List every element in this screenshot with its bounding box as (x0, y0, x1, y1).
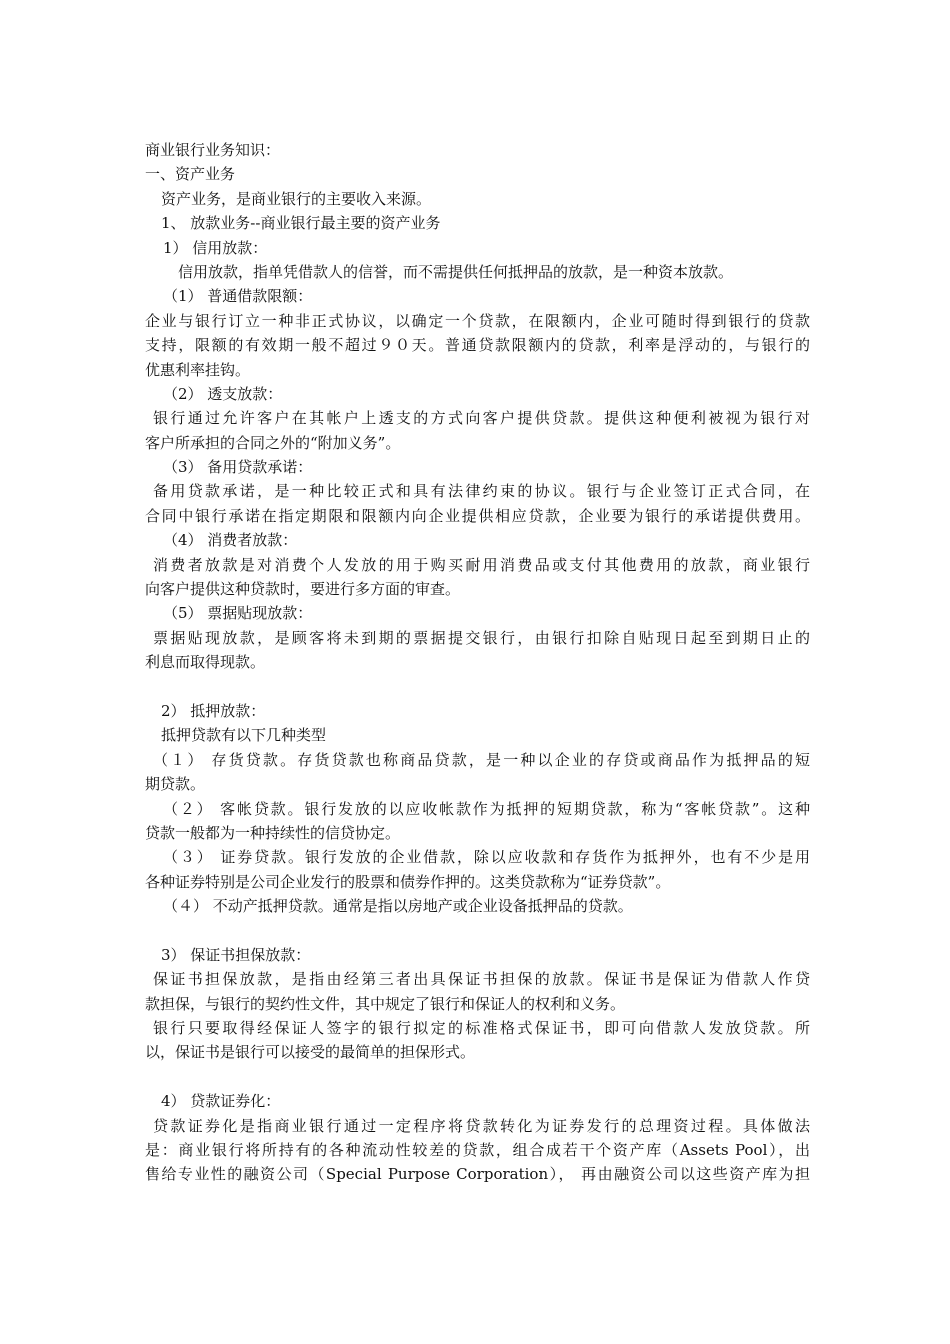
document-page (145, 138, 810, 1187)
paragraph-line: 款担保，与银行的契约性文件，其中规定了银行和保证人的权利和义务。 (145, 994, 626, 1013)
paragraph-line: 资产业务，是商业银行的主要收入来源。 (161, 189, 432, 208)
paragraph-line: 银行通过允许客户在其帐户上透支的方式向客户提供贷款。提供这种便利被视为银行对 (153, 409, 810, 428)
subsection-heading: 1、 放款业务--商业银行最主要的资产业务 (161, 214, 441, 233)
paragraph-line: 期贷款。 (145, 775, 206, 794)
paragraph-line: 贷款一般都为一种持续性的信贷协定。 (145, 823, 401, 842)
paragraph-line: 各种证券特别是公司企业发行的股票和债券作押的。这类贷款称为“证券贷款”。 (145, 872, 671, 891)
item-heading: （3） 备用贷款承诺： (163, 458, 313, 477)
paragraph-line: 贷款证券化是指商业银行通过一定程序将贷款转化为证券发行的总理资过程。具体做法 (153, 1116, 810, 1135)
paragraph-line: 以，保证书是银行可以接受的最简单的担保形式。 (145, 1043, 476, 1062)
paragraph-line: （２） 客帐贷款。银行发放的以应收帐款作为抵押的短期贷款，称为“客帐贷款”。这种 (163, 799, 810, 818)
blank-line (145, 1065, 810, 1089)
paragraph-line: 银行只要取得经保证人签字的银行拟定的标准格式保证书，即可向借款人发放贷款。所 (153, 1019, 810, 1038)
item-heading: 1） 信用放款： (163, 238, 268, 257)
paragraph-line: 备用贷款承诺，是一种比较正式和具有法律约束的协议。银行与企业签订正式合同，在 (153, 482, 810, 501)
item-heading: 3） 保证书担保放款： (161, 945, 311, 964)
item-heading: 4） 贷款证券化： (161, 1092, 281, 1111)
item-heading: （4） 消费者放款： (163, 531, 298, 550)
item-heading: 2） 抵押放款： (161, 701, 266, 720)
paragraph-line: 票据贴现放款，是顾客将未到期的票据提交银行，由银行扣除自贴现日起至到期日止的 (153, 628, 810, 647)
section-heading: 一、资产业务 (145, 165, 236, 184)
paragraph-line: 向客户提供这种贷款时，要进行多方面的审查。 (145, 580, 461, 599)
item-heading: （1） 普通借款限额： (163, 287, 313, 306)
paragraph-line: 售给专业性的融资公司（Special Purpose Corporation）， 再由融资公司以这些资产库为担 (145, 1165, 810, 1184)
paragraph-line: 合同中银行承诺在指定期限和限额内向企业提供相应贷款，企业要为银行的承诺提供费用。 (145, 506, 810, 525)
paragraph-line: 企业与银行订立一种非正式协议，以确定一个贷款，在限额内，企业可随时得到银行的贷款 (145, 311, 810, 330)
paragraph-line: 抵押贷款有以下几种类型 (161, 726, 327, 745)
paragraph-line: 利息而取得现款。 (145, 653, 266, 672)
paragraph-line: （４） 不动产抵押贷款。通常是指以房地产或企业设备抵押品的贷款。 (163, 897, 633, 916)
paragraph-line: 优惠利率挂钩。 (145, 360, 251, 379)
paragraph-line: 消费者放款是对消费个人发放的用于购买耐用消费品或支付其他费用的放款，商业银行 (153, 555, 810, 574)
paragraph-line: 客户所承担的合同之外的“附加义务”。 (145, 433, 401, 452)
doc-title: 商业银行业务知识： (145, 141, 281, 159)
blank-line (145, 675, 810, 699)
item-heading: （2） 透支放款： (163, 384, 283, 403)
paragraph-line: 支持，限额的有效期一般不超过９０天。普通贷款限额内的贷款，利率是浮动的，与银行的 (145, 336, 810, 355)
paragraph-line: 是：商业银行将所持有的各种流动性较差的贷款，组合成若干个资产库（Assets Pool），出 (145, 1141, 810, 1160)
paragraph-line: 保证书担保放款，是指由经第三者出具保证书担保的放款。保证书是保证为借款人作贷 (153, 970, 810, 989)
paragraph-line: （３） 证券贷款。银行发放的企业借款，除以应收款和存货作为抵押外，也有不少是用 (163, 848, 810, 867)
blank-line (145, 919, 810, 943)
item-heading: （5） 票据贴现放款： (163, 604, 313, 623)
paragraph-line: 信用放款，指单凭借款人的信誉，而不需提供任何抵押品的放款，是一种资本放款。 (178, 262, 734, 281)
paragraph-line: （１） 存货贷款。存货贷款也称商品贷款，是一种以企业的存贷或商品作为抵押品的短 (153, 750, 810, 769)
